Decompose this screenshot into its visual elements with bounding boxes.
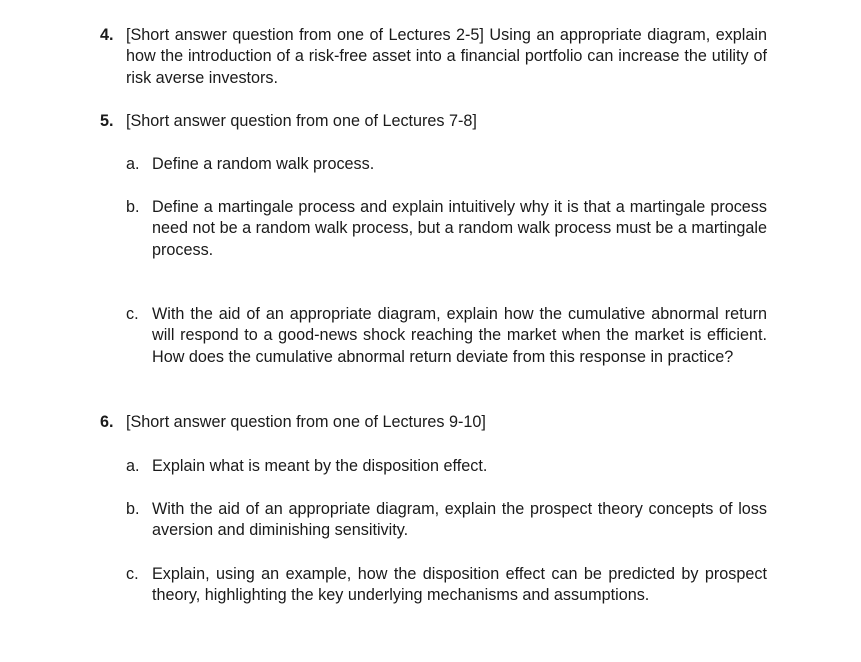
question-text: [Short answer question from one of Lectures 2-5] Using an appropriate diagram, explain how the introduction of a risk-free asset into a financial portfolio can increase the utility of risk averse investors. bbox=[126, 26, 767, 87]
question-number: 4. bbox=[100, 26, 114, 44]
part-letter: b. bbox=[126, 500, 140, 518]
question-6-part-b bbox=[126, 499, 767, 542]
question-number: 6. bbox=[100, 413, 114, 431]
part-text: Explain what is meant by the disposition effect. bbox=[152, 457, 488, 475]
part-letter: a. bbox=[126, 155, 140, 173]
part-text: With the aid of an appropriate diagram, explain the prospect theory concepts of loss aversion and diminishing sensitivity. bbox=[152, 500, 767, 540]
part-letter: b. bbox=[126, 198, 140, 216]
question-4 bbox=[100, 25, 767, 89]
part-letter: c. bbox=[126, 305, 139, 323]
part-text: Define a random walk process. bbox=[152, 155, 375, 173]
question-text: [Short answer question from one of Lectures 7-8] bbox=[126, 112, 477, 130]
part-text: With the aid of an appropriate diagram, explain how the cumulative abnormal return will respond to a good-news shock reaching the market when the market is efficient. How does the cumulative abnormal return deviate from this response in practice? bbox=[152, 305, 767, 366]
question-5-part-c bbox=[126, 304, 767, 368]
part-letter: a. bbox=[126, 457, 140, 475]
question-6-part-a bbox=[126, 456, 767, 477]
question-text: [Short answer question from one of Lectures 9-10] bbox=[126, 413, 486, 431]
question-6 bbox=[100, 412, 767, 433]
part-letter: c. bbox=[126, 565, 139, 583]
part-text: Define a martingale process and explain intuitively why it is that a martingale process need not be a random walk process, but a random walk process must be a martingale process. bbox=[152, 198, 767, 259]
question-number: 5. bbox=[100, 112, 114, 130]
question-5-part-b bbox=[126, 197, 767, 261]
question-5-part-a bbox=[126, 154, 767, 175]
question-6-part-c bbox=[126, 564, 767, 607]
question-5 bbox=[100, 111, 767, 132]
part-text: Explain, using an example, how the disposition effect can be predicted by prospect theory, highlighting the key underlying mechanisms and assumptions. bbox=[152, 565, 767, 605]
